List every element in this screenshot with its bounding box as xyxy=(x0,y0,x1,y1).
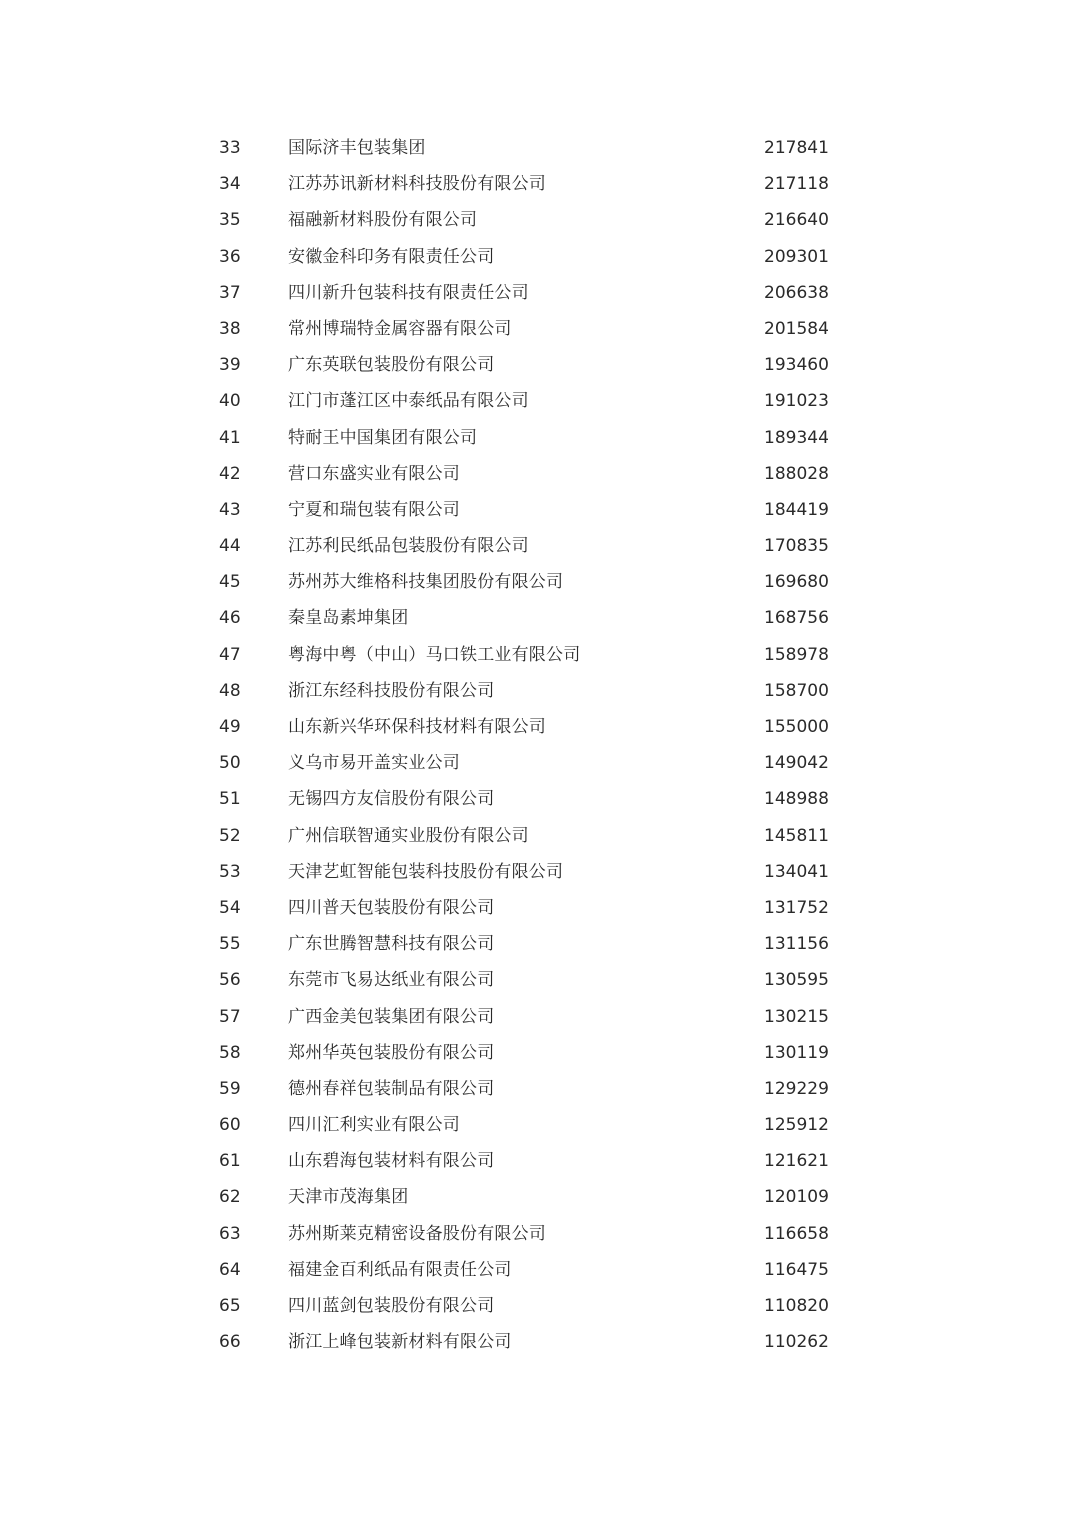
table-row xyxy=(0,1179,1080,1215)
rank-cell: 37 xyxy=(219,282,241,303)
company-name-cell: 营口东盛实业有限公司 xyxy=(288,463,460,484)
company-name-cell: 粤海中粤（中山）马口铁工业有限公司 xyxy=(288,644,581,665)
rank-cell: 53 xyxy=(219,861,241,882)
company-name-cell: 无锡四方友信股份有限公司 xyxy=(288,789,495,810)
rank-cell: 38 xyxy=(219,318,241,339)
value-cell: 116658 xyxy=(764,1223,829,1244)
rank-cell: 55 xyxy=(219,934,241,955)
company-name-cell: 郑州华英包装股份有限公司 xyxy=(288,1042,495,1063)
rank-cell: 44 xyxy=(219,536,241,557)
table-row xyxy=(0,239,1080,275)
company-name-cell: 四川普天包装股份有限公司 xyxy=(288,897,495,918)
value-cell: 217841 xyxy=(764,138,829,158)
value-cell: 131752 xyxy=(764,897,829,918)
rank-cell: 48 xyxy=(219,680,241,701)
rank-cell: 54 xyxy=(219,897,241,918)
company-name-cell: 天津市茂海集团 xyxy=(288,1187,409,1208)
table-row xyxy=(0,420,1080,456)
table-row xyxy=(0,383,1080,419)
rank-cell: 60 xyxy=(219,1115,241,1136)
rank-cell: 52 xyxy=(219,825,241,846)
company-name-cell: 东莞市飞易达纸业有限公司 xyxy=(288,970,495,991)
table-row xyxy=(0,1216,1080,1252)
company-name-cell: 山东碧海包装材料有限公司 xyxy=(288,1151,495,1172)
rank-cell: 49 xyxy=(219,717,241,737)
value-cell: 191023 xyxy=(764,391,829,412)
company-name-cell: 德州春祥包装制品有限公司 xyxy=(288,1078,495,1099)
table-row xyxy=(0,1252,1080,1288)
company-name-cell: 宁夏和瑞包装有限公司 xyxy=(288,499,460,520)
company-name-cell: 浙江东经科技股份有限公司 xyxy=(288,680,495,701)
value-cell: 130215 xyxy=(764,1006,829,1027)
value-cell: 217118 xyxy=(764,174,829,195)
table-row xyxy=(0,492,1080,528)
rank-cell: 39 xyxy=(219,355,241,376)
company-name-cell: 秦皇岛素坤集团 xyxy=(288,608,409,629)
table-row xyxy=(0,1143,1080,1179)
rank-cell: 57 xyxy=(219,1006,241,1027)
rank-cell: 59 xyxy=(219,1078,241,1099)
company-name-cell: 义乌市易开盖实业公司 xyxy=(288,753,460,774)
table-row xyxy=(0,709,1080,745)
table-row xyxy=(0,564,1080,600)
value-cell: 121621 xyxy=(764,1151,829,1172)
value-cell: 206638 xyxy=(764,282,829,303)
table-row xyxy=(0,202,1080,238)
rank-cell: 63 xyxy=(219,1223,241,1244)
value-cell: 120109 xyxy=(764,1187,829,1208)
table-row xyxy=(0,854,1080,890)
table-row xyxy=(0,673,1080,709)
company-name-cell: 福融新材料股份有限公司 xyxy=(288,210,478,231)
value-cell: 148988 xyxy=(764,789,829,810)
company-name-cell: 苏州苏大维格科技集团股份有限公司 xyxy=(288,572,564,593)
company-name-cell: 广州信联智通实业股份有限公司 xyxy=(288,825,529,846)
company-name-cell: 江门市蓬江区中泰纸品有限公司 xyxy=(288,391,529,412)
value-cell: 209301 xyxy=(764,246,829,267)
table-row xyxy=(0,890,1080,926)
rank-cell: 36 xyxy=(219,246,241,267)
rank-cell: 35 xyxy=(219,210,241,231)
company-name-cell: 特耐王中国集团有限公司 xyxy=(288,427,478,448)
table-row xyxy=(0,781,1080,817)
rank-cell: 33 xyxy=(219,138,241,158)
table-row xyxy=(0,600,1080,636)
value-cell: 158978 xyxy=(764,644,829,665)
value-cell: 158700 xyxy=(764,680,829,701)
company-name-cell: 四川蓝剑包装股份有限公司 xyxy=(288,1296,495,1316)
company-name-cell: 苏州斯莱克精密设备股份有限公司 xyxy=(288,1223,546,1244)
value-cell: 110262 xyxy=(764,1332,829,1353)
table-row xyxy=(0,745,1080,781)
rank-cell: 65 xyxy=(219,1296,241,1316)
company-name-cell: 常州博瑞特金属容器有限公司 xyxy=(288,318,512,339)
value-cell: 169680 xyxy=(764,572,829,593)
value-cell: 125912 xyxy=(764,1115,829,1136)
company-name-cell: 江苏苏讯新材料科技股份有限公司 xyxy=(288,174,546,195)
value-cell: 149042 xyxy=(764,753,829,774)
table-row xyxy=(0,347,1080,383)
rank-cell: 61 xyxy=(219,1151,241,1172)
company-name-cell: 广东英联包装股份有限公司 xyxy=(288,355,495,376)
value-cell: 155000 xyxy=(764,717,829,737)
table-row xyxy=(0,528,1080,564)
value-cell: 145811 xyxy=(764,825,829,846)
value-cell: 188028 xyxy=(764,463,829,484)
value-cell: 170835 xyxy=(764,536,829,557)
value-cell: 193460 xyxy=(764,355,829,376)
value-cell: 129229 xyxy=(764,1078,829,1099)
ranking-table xyxy=(0,130,1080,1360)
rank-cell: 42 xyxy=(219,463,241,484)
company-name-cell: 国际济丰包装集团 xyxy=(288,138,426,158)
value-cell: 168756 xyxy=(764,608,829,629)
rank-cell: 43 xyxy=(219,499,241,520)
value-cell: 201584 xyxy=(764,318,829,339)
company-name-cell: 广东世腾智慧科技有限公司 xyxy=(288,934,495,955)
company-name-cell: 天津艺虹智能包装科技股份有限公司 xyxy=(288,861,564,882)
rank-cell: 45 xyxy=(219,572,241,593)
table-row xyxy=(0,1071,1080,1107)
table-row xyxy=(0,1288,1080,1324)
table-row xyxy=(0,166,1080,202)
rank-cell: 46 xyxy=(219,608,241,629)
table-row xyxy=(0,1107,1080,1143)
value-cell: 189344 xyxy=(764,427,829,448)
table-row xyxy=(0,1035,1080,1071)
table-row xyxy=(0,962,1080,998)
company-name-cell: 江苏利民纸品包装股份有限公司 xyxy=(288,536,529,557)
company-name-cell: 广西金美包装集团有限公司 xyxy=(288,1006,495,1027)
value-cell: 131156 xyxy=(764,934,829,955)
rank-cell: 40 xyxy=(219,391,241,412)
value-cell: 130119 xyxy=(764,1042,829,1063)
table-row xyxy=(0,999,1080,1035)
table-row xyxy=(0,456,1080,492)
table-row xyxy=(0,130,1080,166)
rank-cell: 58 xyxy=(219,1042,241,1063)
rank-cell: 41 xyxy=(219,427,241,448)
table-row xyxy=(0,1324,1080,1360)
table-row xyxy=(0,637,1080,673)
table-row xyxy=(0,275,1080,311)
rank-cell: 34 xyxy=(219,174,241,195)
value-cell: 130595 xyxy=(764,970,829,991)
company-name-cell: 福建金百利纸品有限责任公司 xyxy=(288,1259,512,1280)
value-cell: 134041 xyxy=(764,861,829,882)
table-row xyxy=(0,311,1080,347)
table-row xyxy=(0,818,1080,854)
rank-cell: 51 xyxy=(219,789,241,810)
rank-cell: 64 xyxy=(219,1259,241,1280)
company-name-cell: 浙江上峰包装新材料有限公司 xyxy=(288,1332,512,1353)
rank-cell: 66 xyxy=(219,1332,241,1353)
company-name-cell: 山东新兴华环保科技材料有限公司 xyxy=(288,717,546,737)
value-cell: 184419 xyxy=(764,499,829,520)
rank-cell: 56 xyxy=(219,970,241,991)
value-cell: 110820 xyxy=(764,1296,829,1316)
rank-cell: 50 xyxy=(219,753,241,774)
table-row xyxy=(0,926,1080,962)
company-name-cell: 安徽金科印务有限责任公司 xyxy=(288,246,495,267)
rank-cell: 62 xyxy=(219,1187,241,1208)
company-name-cell: 四川汇利实业有限公司 xyxy=(288,1115,460,1136)
value-cell: 216640 xyxy=(764,210,829,231)
value-cell: 116475 xyxy=(764,1259,829,1280)
rank-cell: 47 xyxy=(219,644,241,665)
company-name-cell: 四川新升包装科技有限责任公司 xyxy=(288,282,529,303)
